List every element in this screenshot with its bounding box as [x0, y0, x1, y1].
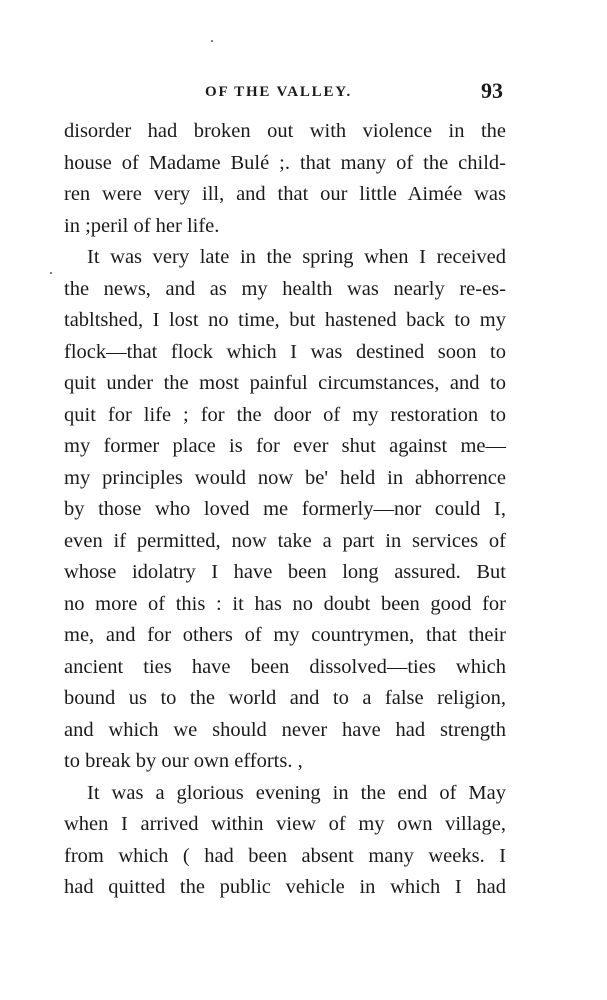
scan-speck [50, 272, 52, 274]
text-line: It was a glorious evening in the end of May [87, 781, 506, 804]
text-line: ren were very ill, and that our little Aimée was [64, 183, 506, 205]
running-title: OF THE VALLEY. [205, 84, 353, 100]
text-line: the news, and as my health was nearly re-es- [64, 277, 506, 300]
text-line: my former place is for ever shut against me— [64, 435, 506, 457]
running-head [0, 78, 607, 102]
text-line: whose idolatry I have been long assured. But [64, 561, 506, 583]
text-line: quit for life ; for the door of my restoration to [64, 403, 506, 426]
text-line: me, and for others of my countrymen, that their [64, 624, 506, 646]
body-text [64, 116, 506, 904]
text-line: from which ( had been absent many weeks. I [64, 844, 506, 867]
text-line: disorder had broken out with violence in the [64, 120, 506, 142]
text-line: flock—that flock which I was destined soon to [64, 340, 506, 363]
scan-speck [211, 40, 213, 42]
text-line: even if permitted, now take a part in services of [64, 529, 506, 552]
text-line: my principles would now be' held in abhorrence [64, 466, 506, 489]
text-line: tabltshed, I lost no time, but hastened back to my [64, 309, 506, 331]
page-number: 93 [481, 78, 503, 103]
text-line: bound us to the world and to a false religion, [64, 687, 506, 709]
text-line: no more of this : it has no doubt been good for [64, 592, 506, 615]
text-line: and which we should never have had strength [64, 718, 506, 741]
text-line: by those who loved me formerly—nor could I, [64, 498, 506, 520]
text-line: house of Madame Bulé ;. that many of the child- [64, 151, 506, 174]
text-line: in ;peril of her life. [64, 214, 220, 237]
text-line: to break by our own efforts. , [64, 750, 303, 772]
text-line: It was very late in the spring when I received [87, 246, 506, 268]
text-line: when I arrived within view of my own village, [64, 813, 506, 835]
text-line: quit under the most painful circumstances, and to [64, 372, 506, 394]
text-line: ancient ties have been dissolved—ties which [64, 655, 506, 678]
text-line: had quitted the public vehicle in which I had [64, 876, 506, 898]
